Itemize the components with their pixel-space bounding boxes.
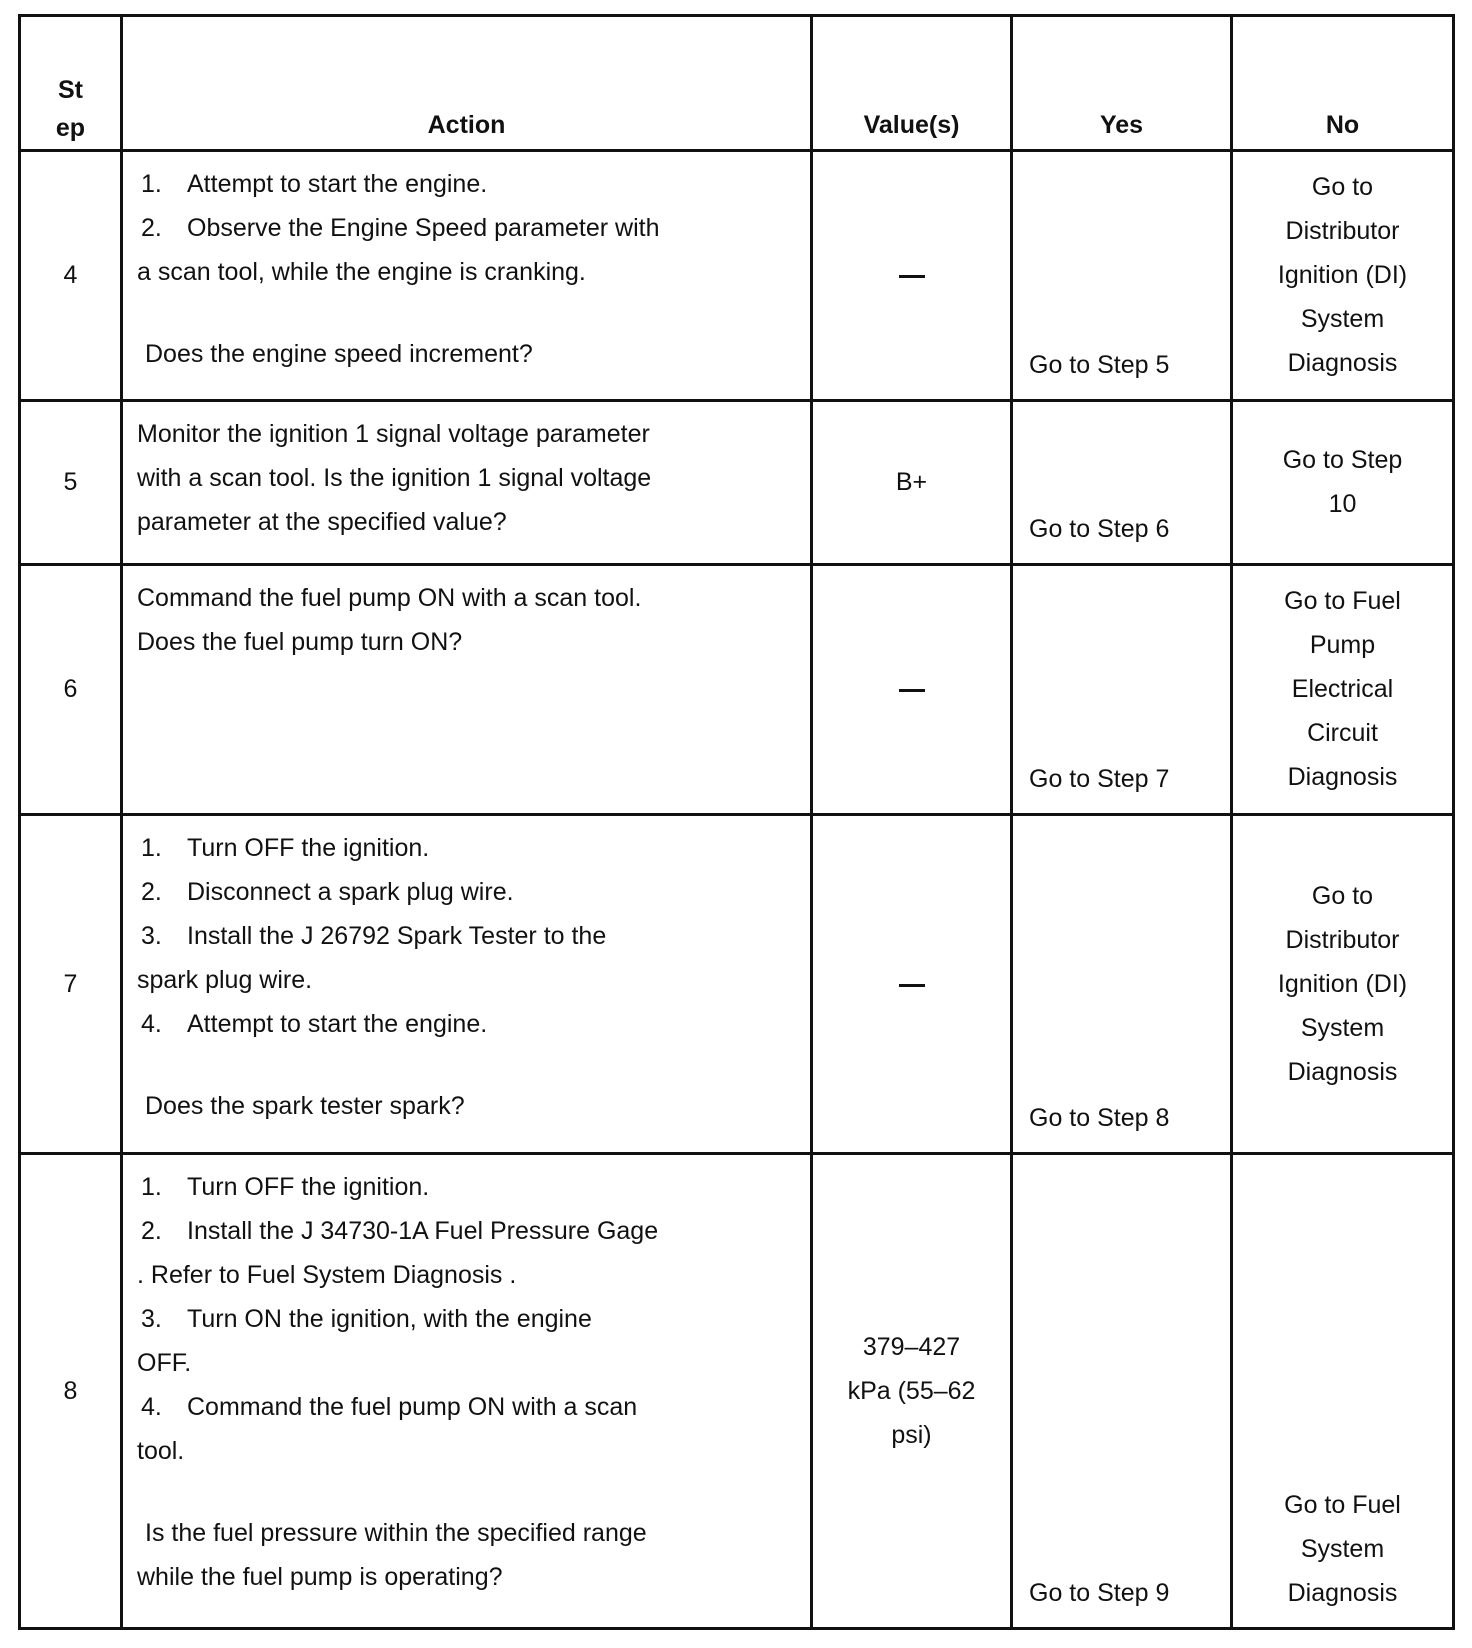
value-cell <box>812 815 1012 1154</box>
yes-cell: Go to Step 5 <box>1012 150 1232 401</box>
table-row <box>20 401 1454 565</box>
header-row <box>20 16 1454 151</box>
no-cell: Go to Fuel Pump Electrical Circuit Diagnosis <box>1232 564 1454 815</box>
header-values: Value(s) <box>812 16 1012 151</box>
yes-cell: Go to Step 8 <box>1012 815 1232 1154</box>
value-cell <box>812 564 1012 815</box>
diagnostic-table <box>18 14 1455 1630</box>
em-dash <box>899 275 925 278</box>
no-cell: Go to Step 10 <box>1232 401 1454 565</box>
yes-cell: Go to Step 6 <box>1012 401 1232 565</box>
question-text: Does the engine speed increment? <box>145 339 533 368</box>
step-number: 7 <box>20 815 122 1154</box>
no-cell: Go to Fuel System Diagnosis <box>1232 1153 1454 1628</box>
table-row <box>20 150 1454 401</box>
no-cell: Go to Distributor Ignition (DI) System Diagnosis <box>1232 150 1454 401</box>
em-dash <box>899 689 925 692</box>
value-cell: 379–427 kPa (55–62 psi) <box>812 1153 1012 1628</box>
step-number: 5 <box>20 401 122 565</box>
action-cell: Monitor the ignition 1 signal voltage parameter with a scan tool. Is the ignition 1 signal voltage parameter at the specified value? <box>122 401 812 565</box>
table-row <box>20 564 1454 815</box>
action-cell: 1. Turn OFF the ignition. 2. Disconnect a spark plug wire. 3. Install the J 26792 Spark Tester to the spark plug wire. 4. Attempt to start the engine. Does the spark tester spark? <box>122 815 812 1154</box>
value-cell <box>812 150 1012 401</box>
header-yes: Yes <box>1012 16 1232 151</box>
table-row <box>20 1153 1454 1628</box>
question-text: Does the spark tester spark? <box>145 1092 465 1121</box>
em-dash <box>899 984 925 987</box>
header-step: St ep <box>20 16 122 151</box>
action-cell: 1. Attempt to start the engine. 2. Observe the Engine Speed parameter with a scan tool, while the engine is cranking. Does the engine speed increment? <box>122 150 812 401</box>
yes-cell: Go to Step 9 <box>1012 1153 1232 1628</box>
question-text: Is the fuel pressure within the specified range <box>145 1518 647 1547</box>
action-cell: Command the fuel pump ON with a scan tool. Does the fuel pump turn ON? <box>122 564 812 815</box>
value-cell: B+ <box>812 401 1012 565</box>
yes-cell: Go to Step 7 <box>1012 564 1232 815</box>
step-number: 4 <box>20 150 122 401</box>
action-cell: 1. Turn OFF the ignition. 2. Install the J 34730-1A Fuel Pressure Gage . Refer to Fuel System Diagnosis . 3. Turn ON the ignition, with the engine OFF. 4. Command the fuel pump ON with a scan tool. Is the fuel pressure within the specified range while the fuel pump is operating? <box>122 1153 812 1628</box>
no-cell: Go to Distributor Ignition (DI) System Diagnosis <box>1232 815 1454 1154</box>
header-no: No <box>1232 16 1454 151</box>
step-number: 6 <box>20 564 122 815</box>
header-action: Action <box>122 16 812 151</box>
step-number: 8 <box>20 1153 122 1628</box>
table-row <box>20 815 1454 1154</box>
